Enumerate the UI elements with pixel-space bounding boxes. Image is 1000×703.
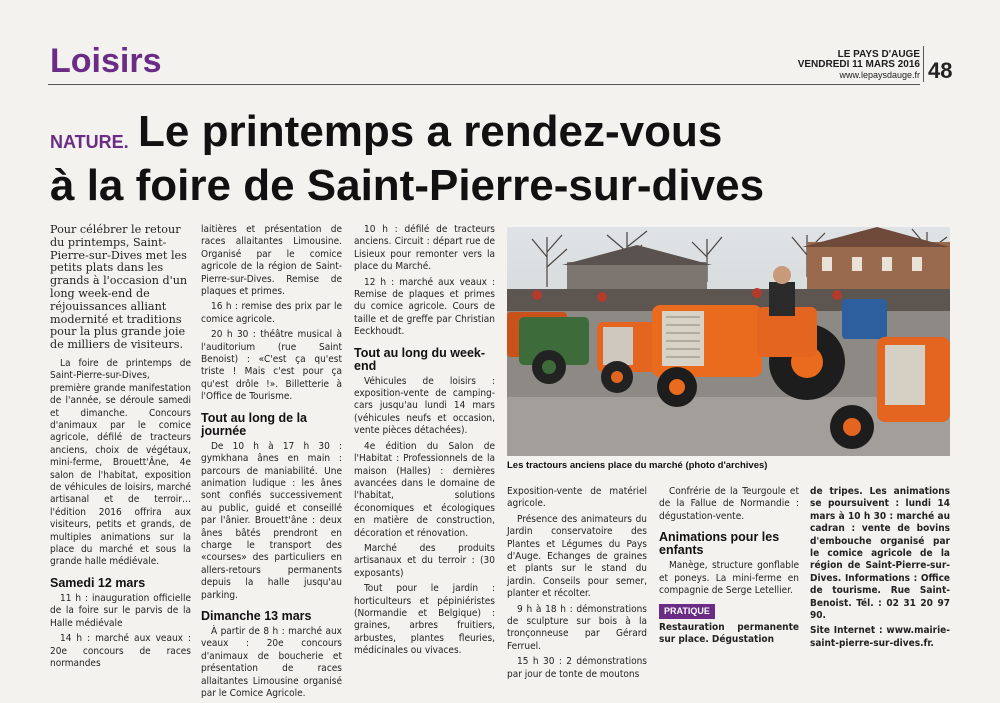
paragraph: laitières et présentation de races allaitantes Limousine. Organisé par le comice agricole de la région de Saint-Pierre-sur-Dives. Remise de plaques et primes. [201, 224, 342, 298]
publication-name: LE PAYS D'AUGE [837, 49, 920, 60]
paragraph: 14 h : marché aux veaux : 20e concours de races normandes [50, 633, 191, 669]
paragraph: Confrérie de la Teurgoule et de la Fallue de Normandie : dégustation-vente. [659, 486, 799, 522]
paragraph: De 10 h à 17 h 30 : gymkhana ânes en main : parcours de maniabilité. Une animation ludique : les ânes sont confiés successivement au public, guidé et conseillé par l'ânier. Brouett'âne : deux ânes bâtés prendront en charge le transport des «courses» des particuliers en allers-retours permanents depuis la halle jusqu'au parking. [201, 440, 342, 601]
article-kicker: NATURE. [50, 132, 129, 152]
paragraph: Présence des animateurs du Jardin conservatoire des Plantes et Légumes du Pays d'Auge. Echanges de graines et plants sur le stand du jardin. Conseils pour semer, planter et récolter. [507, 513, 647, 600]
header-divider [923, 46, 924, 82]
paragraph: 16 h : remise des prix par le comice agricole. [201, 301, 342, 325]
publication-info [790, 50, 920, 80]
article-column-2 [201, 224, 342, 703]
subhead-enfants: Animations pour les enfants [659, 530, 780, 558]
paragraph: La foire de printemps de Saint-Pierre-sur-Dives, première grande manifestation de l'année, se déroule samedi et dimanche. Concours d'animaux par le comice agricole, défilé de tracteurs anciens, choix de végétaux, mini-ferme, Brouett'Âne, 4e salon de l'habitat, exposition de véhicules de loisirs, marché artisanal et de terroir… l'édition 2016 offrira aux visiteurs, petits et grands, de multiples animations sur la place du marché et sous la grande halle médiévale. [50, 357, 191, 568]
header-rule [48, 84, 920, 85]
paragraph: 11 h : inauguration officielle de la foire sur le parvis de la Halle médiévale [50, 592, 191, 629]
paragraph: 10 h : défilé de tracteurs anciens. Circuit : départ rue de Lisieux pour remonter vers la place du Marché. [354, 224, 495, 273]
article-column-4 [507, 486, 647, 684]
article-title-line1: Le printemps a rendez-vous [138, 107, 723, 156]
publication-date: VENDREDI 11 MARS 2016 [797, 59, 920, 70]
article-column-3 [354, 224, 495, 661]
paragraph: Tout pour le jardin : horticulteurs et pépiniéristes (Normandie et Belgique) : graines, arbres fruitiers, arbustes, plantes fleuries, médicinales ou vivaces. [354, 583, 495, 657]
paragraph: Exposition-vente de matériel agricole. [507, 486, 647, 510]
pratique-tag: PRATIQUE [659, 604, 715, 618]
tractors-photo [507, 227, 950, 456]
paragraph: 12 h : marché aux veaux : Remise de plaques et primes du comice agricole. Cours de taille et de greffe par Christian Eeckhoudt. [354, 276, 495, 338]
paragraph: de tripes. Les animations se poursuivent : lundi 14 mars à 10 h 30 : marché au cadran : vente de bovins d'embouche organisé par le comice agricole de la région de Saint-Pierre-sur-Dives. Informations : Office de tourisme. Rue Saint-Benoist. Tél. : 02 31 20 97 90. [810, 486, 950, 622]
paragraph: Manège, structure gonflable et poneys. La mini-ferme en compagnie de Serge Letellier. [659, 560, 799, 597]
subhead-dimanche: Dimanche 13 mars [201, 608, 312, 623]
subhead-journee: Tout au long de la journée [201, 410, 308, 438]
section-title: Loisirs [50, 42, 162, 80]
paragraph: Marché des produits artisanaux et du terroir : (30 exposants) [354, 542, 495, 579]
article-column-5 [659, 486, 799, 650]
page-number: 48 [928, 58, 953, 83]
subhead-weekend: Tout au long du week-end [354, 345, 486, 373]
subhead-samedi: Samedi 12 mars [50, 575, 146, 590]
paragraph: 9 h à 18 h : démonstrations de sculpture sur bois à la tronçonneuse par Gérard Ferruel. [507, 603, 647, 652]
paragraph: 20 h 30 : théâtre musical à l'auditorium (rue Saint Benoist) : «C'est ça qu'est triste ! Mais c'est pour ça qu'est drôle !». Billetterie à l'Office de Tourisme. [201, 329, 342, 403]
article-column-1 [50, 224, 191, 673]
paragraph: À partir de 8 h : marché aux veaux : 20e concours d'animaux de boucherie et présentation de races allaitantes Limousine organisé par le Comice Agricole. [201, 625, 342, 699]
photo-caption: Les tractours anciens place du marché (photo d'archives) [507, 460, 768, 471]
paragraph: 4e édition du Salon de l'Habitat : Professionnels de la maison (Halles) : dernières avancées dans le domaine de l'habitat, solutions économiques et écologiques en matière de construction, décoration et rénovation. [354, 440, 495, 539]
article-column-6 [810, 486, 950, 653]
website-link[interactable]: Site Internet : www.mairie-saint-pierre-sur-dives.fr. [810, 625, 950, 649]
publication-website[interactable]: www.lepaysdauge.fr [839, 70, 920, 80]
paragraph: Véhicules de loisirs : exposition-vente de camping-cars jusqu'au lundi 14 mars (véhicules neufs et occasion, vente pièces détachées). [354, 375, 495, 437]
article-lead: Pour célébrer le retour du printemps, Saint-Pierre-sur-Dives met les petits plats dans les grands à l'occasion d'un long week-end de réjouissances alliant modernité et traditions pour la plus grande joie de milliers de visiteurs. [50, 223, 188, 352]
tractors-illustration [507, 227, 950, 456]
article-title-line2: à la foire de Saint-Pierre-sur-dives [50, 161, 765, 210]
paragraph: 15 h 30 : 2 démonstrations par jour de tonte de moutons [507, 656, 647, 680]
paragraph: Restauration permanente sur place. Dégustation [659, 621, 799, 646]
